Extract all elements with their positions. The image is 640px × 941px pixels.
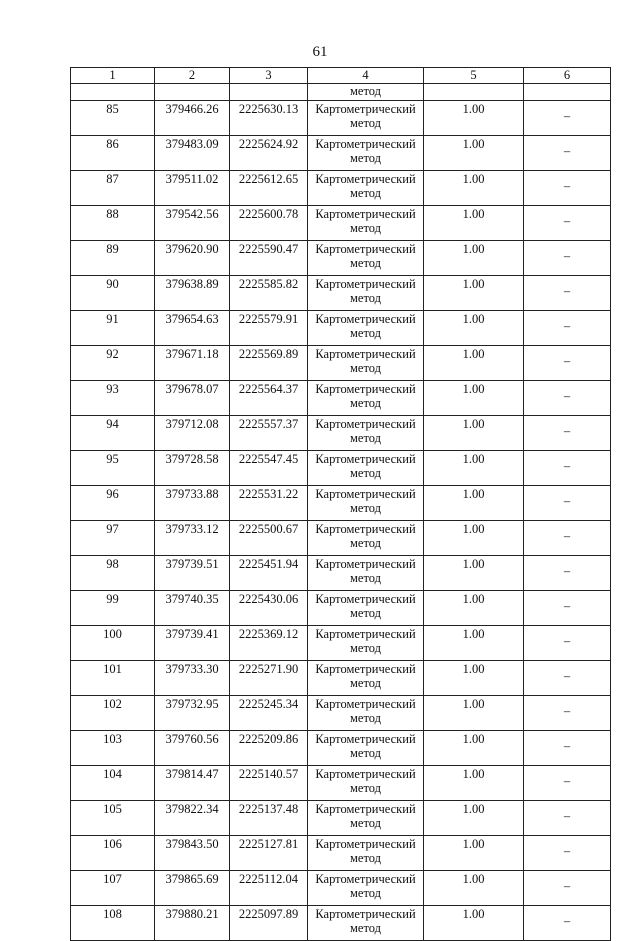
method-line-1: Картометрический <box>315 207 416 221</box>
table-row <box>71 241 611 276</box>
cell-coord-x: 379822.34 <box>155 801 230 836</box>
cell-accuracy: 1.00 <box>424 171 524 206</box>
cell-point-number: 91 <box>71 311 155 346</box>
cell-coord-x: 379733.88 <box>155 486 230 521</box>
method-line-2: метод <box>349 536 381 550</box>
cell-point-number: 105 <box>71 801 155 836</box>
cell-method <box>308 416 424 451</box>
cell-point-number: 98 <box>71 556 155 591</box>
cell-point-number: 93 <box>71 381 155 416</box>
cell-coord-x: 379733.30 <box>155 661 230 696</box>
cell-description: – <box>524 171 611 206</box>
cell-coord-y: 2225600.78 <box>230 206 308 241</box>
method-line-2: метод <box>349 361 381 375</box>
cell-coord-x: 379728.58 <box>155 451 230 486</box>
method-line-1: Картометрический <box>315 102 416 116</box>
cell-coord-x: 379678.07 <box>155 381 230 416</box>
cell-method <box>308 871 424 906</box>
method-line-1: Картометрический <box>315 697 416 711</box>
cell-method <box>308 731 424 766</box>
method-line-2: метод <box>349 186 381 200</box>
cell-description: – <box>524 206 611 241</box>
cell-description: – <box>524 136 611 171</box>
cell-coord-y: 2225564.37 <box>230 381 308 416</box>
method-line-1: Картометрический <box>315 417 416 431</box>
table-row <box>71 311 611 346</box>
cell-description: – <box>524 696 611 731</box>
table-row <box>71 346 611 381</box>
header-row <box>71 68 611 84</box>
cell-accuracy: 1.00 <box>424 871 524 906</box>
cell-description: – <box>524 556 611 591</box>
table-row <box>71 626 611 661</box>
cell-accuracy: 1.00 <box>424 276 524 311</box>
table-row <box>71 101 611 136</box>
cell-method <box>308 591 424 626</box>
cell-method <box>308 836 424 871</box>
cell-coord-y: 2225127.81 <box>230 836 308 871</box>
method-line-2: метод <box>349 571 381 585</box>
method-line-1: Картометрический <box>315 802 416 816</box>
table-row <box>71 731 611 766</box>
cell-point-number: 88 <box>71 206 155 241</box>
cell-accuracy: 1.00 <box>424 136 524 171</box>
cell-method <box>308 556 424 591</box>
method-line-1: Картометрический <box>315 662 416 676</box>
table-row <box>71 661 611 696</box>
cell-point-number: 89 <box>71 241 155 276</box>
cell-method <box>308 381 424 416</box>
method-line-2: метод <box>349 116 381 130</box>
cell-coord-x: 379732.95 <box>155 696 230 731</box>
cell-point-number: 102 <box>71 696 155 731</box>
cell-description: – <box>524 906 611 941</box>
cell-coord-x: 379671.18 <box>155 346 230 381</box>
cell-coord-x: 379739.41 <box>155 626 230 661</box>
cell-coord-y: 2225369.12 <box>230 626 308 661</box>
table-row <box>71 836 611 871</box>
cell-method-continuation: метод <box>308 84 424 101</box>
method-line-1: Картометрический <box>315 312 416 326</box>
cell-description: – <box>524 276 611 311</box>
cell-coord-y: 2225097.89 <box>230 906 308 941</box>
cell-coord-x: 379638.89 <box>155 276 230 311</box>
table-row <box>71 766 611 801</box>
cell-accuracy: 1.00 <box>424 626 524 661</box>
table-row <box>71 871 611 906</box>
cell-point-number: 108 <box>71 906 155 941</box>
method-line-2: метод <box>349 326 381 340</box>
method-line-2: метод <box>349 221 381 235</box>
method-line-1: Картометрический <box>315 557 416 571</box>
cell-description: – <box>524 591 611 626</box>
cell-coord-y: 2225624.92 <box>230 136 308 171</box>
cell-coord-x: 379733.12 <box>155 521 230 556</box>
table-row <box>71 696 611 731</box>
cell-method <box>308 696 424 731</box>
cell-accuracy: 1.00 <box>424 206 524 241</box>
table-row <box>71 906 611 941</box>
method-line-2: метод <box>349 711 381 725</box>
cell-coord-x: 379466.26 <box>155 101 230 136</box>
cell-method <box>308 521 424 556</box>
table-row <box>71 521 611 556</box>
cell-coord-x: 379712.08 <box>155 416 230 451</box>
cell-description: – <box>524 346 611 381</box>
cell-description: – <box>524 766 611 801</box>
cell-coord-x: 379843.50 <box>155 836 230 871</box>
cell-coord-y: 2225137.48 <box>230 801 308 836</box>
cell-empty <box>155 84 230 101</box>
method-line-1: Картометрический <box>315 837 416 851</box>
cell-method <box>308 626 424 661</box>
cell-method <box>308 346 424 381</box>
cell-accuracy: 1.00 <box>424 381 524 416</box>
cell-accuracy: 1.00 <box>424 766 524 801</box>
cell-coord-x: 379483.09 <box>155 136 230 171</box>
cell-empty <box>71 84 155 101</box>
cell-method <box>308 906 424 941</box>
cell-method <box>308 766 424 801</box>
cell-accuracy: 1.00 <box>424 731 524 766</box>
table-row <box>71 416 611 451</box>
cell-method <box>308 241 424 276</box>
cell-point-number: 101 <box>71 661 155 696</box>
cell-method <box>308 311 424 346</box>
cell-method <box>308 276 424 311</box>
cell-description: – <box>524 801 611 836</box>
cell-coord-x: 379760.56 <box>155 731 230 766</box>
cell-point-number: 106 <box>71 836 155 871</box>
continuation-row <box>71 84 611 101</box>
column-header: 1 <box>71 68 155 84</box>
method-line-2: метод <box>349 431 381 445</box>
table-row <box>71 276 611 311</box>
cell-coord-y: 2225569.89 <box>230 346 308 381</box>
method-line-1: Картометрический <box>315 732 416 746</box>
cell-coord-y: 2225557.37 <box>230 416 308 451</box>
method-line-2: метод <box>349 816 381 830</box>
cell-description: – <box>524 241 611 276</box>
cell-accuracy: 1.00 <box>424 416 524 451</box>
cell-coord-y: 2225547.45 <box>230 451 308 486</box>
cell-description: – <box>524 731 611 766</box>
cell-coord-y: 2225112.04 <box>230 871 308 906</box>
cell-method <box>308 101 424 136</box>
cell-coord-y: 2225531.22 <box>230 486 308 521</box>
cell-accuracy: 1.00 <box>424 486 524 521</box>
cell-method <box>308 486 424 521</box>
coordinates-table <box>70 67 611 941</box>
method-line-1: Картометрический <box>315 522 416 536</box>
cell-empty <box>424 84 524 101</box>
cell-accuracy: 1.00 <box>424 451 524 486</box>
cell-coord-y: 2225451.94 <box>230 556 308 591</box>
method-line-2: метод <box>349 501 381 515</box>
cell-description: – <box>524 451 611 486</box>
cell-coord-x: 379880.21 <box>155 906 230 941</box>
cell-accuracy: 1.00 <box>424 346 524 381</box>
cell-description: – <box>524 101 611 136</box>
method-line-1: Картометрический <box>315 382 416 396</box>
cell-coord-y: 2225612.65 <box>230 171 308 206</box>
method-line-1: Картометрический <box>315 907 416 921</box>
cell-description: – <box>524 661 611 696</box>
table-row <box>71 171 611 206</box>
cell-accuracy: 1.00 <box>424 696 524 731</box>
method-line-2: метод <box>349 151 381 165</box>
column-header: 2 <box>155 68 230 84</box>
cell-accuracy: 1.00 <box>424 521 524 556</box>
cell-coord-y: 2225500.67 <box>230 521 308 556</box>
column-header: 6 <box>524 68 611 84</box>
method-line-1: Картометрический <box>315 592 416 606</box>
table-row <box>71 591 611 626</box>
cell-method <box>308 801 424 836</box>
method-line-2: метод <box>349 641 381 655</box>
cell-point-number: 97 <box>71 521 155 556</box>
cell-coord-x: 379865.69 <box>155 871 230 906</box>
cell-point-number: 92 <box>71 346 155 381</box>
cell-coord-x: 379511.02 <box>155 171 230 206</box>
cell-accuracy: 1.00 <box>424 591 524 626</box>
cell-method <box>308 661 424 696</box>
cell-empty <box>524 84 611 101</box>
cell-point-number: 104 <box>71 766 155 801</box>
cell-coord-y: 2225430.06 <box>230 591 308 626</box>
table-row <box>71 381 611 416</box>
method-line-1: Картометрический <box>315 242 416 256</box>
cell-point-number: 99 <box>71 591 155 626</box>
cell-coord-x: 379542.56 <box>155 206 230 241</box>
cell-point-number: 100 <box>71 626 155 661</box>
column-header: 4 <box>308 68 424 84</box>
cell-method <box>308 171 424 206</box>
cell-accuracy: 1.00 <box>424 906 524 941</box>
cell-description: – <box>524 871 611 906</box>
cell-point-number: 103 <box>71 731 155 766</box>
column-header: 5 <box>424 68 524 84</box>
cell-coord-y: 2225579.91 <box>230 311 308 346</box>
method-line-1: Картометрический <box>315 172 416 186</box>
method-line-2: метод <box>349 746 381 760</box>
cell-coord-y: 2225630.13 <box>230 101 308 136</box>
table-row <box>71 556 611 591</box>
cell-point-number: 85 <box>71 101 155 136</box>
cell-coord-x: 379620.90 <box>155 241 230 276</box>
cell-accuracy: 1.00 <box>424 556 524 591</box>
cell-coord-y: 2225585.82 <box>230 276 308 311</box>
cell-accuracy: 1.00 <box>424 311 524 346</box>
method-line-2: метод <box>349 851 381 865</box>
cell-point-number: 94 <box>71 416 155 451</box>
cell-description: – <box>524 626 611 661</box>
cell-accuracy: 1.00 <box>424 661 524 696</box>
cell-point-number: 90 <box>71 276 155 311</box>
cell-description: – <box>524 521 611 556</box>
cell-coord-x: 379814.47 <box>155 766 230 801</box>
method-line-2: метод <box>349 886 381 900</box>
table-row <box>71 486 611 521</box>
method-line-2: метод <box>349 256 381 270</box>
method-line-1: Картометрический <box>315 872 416 886</box>
table-row <box>71 136 611 171</box>
cell-coord-x: 379739.51 <box>155 556 230 591</box>
cell-point-number: 107 <box>71 871 155 906</box>
cell-method <box>308 136 424 171</box>
cell-description: – <box>524 311 611 346</box>
cell-point-number: 86 <box>71 136 155 171</box>
cell-coord-y: 2225590.47 <box>230 241 308 276</box>
method-line-1: Картометрический <box>315 277 416 291</box>
cell-accuracy: 1.00 <box>424 241 524 276</box>
method-line-2: метод <box>349 781 381 795</box>
method-line-2: метод <box>349 466 381 480</box>
cell-coord-y: 2225271.90 <box>230 661 308 696</box>
method-line-1: Картометрический <box>315 452 416 466</box>
cell-description: – <box>524 381 611 416</box>
cell-point-number: 96 <box>71 486 155 521</box>
cell-description: – <box>524 416 611 451</box>
method-line-2: метод <box>349 676 381 690</box>
cell-coord-x: 379740.35 <box>155 591 230 626</box>
cell-coord-x: 379654.63 <box>155 311 230 346</box>
cell-point-number: 87 <box>71 171 155 206</box>
column-header: 3 <box>230 68 308 84</box>
page-number: 61 <box>312 44 328 60</box>
method-line-1: Картометрический <box>315 767 416 781</box>
cell-point-number: 95 <box>71 451 155 486</box>
method-line-1: Картометрический <box>315 487 416 501</box>
method-line-1: Картометрический <box>315 347 416 361</box>
method-line-2: метод <box>349 396 381 410</box>
method-line-1: Картометрический <box>315 627 416 641</box>
table-row <box>71 451 611 486</box>
cell-method <box>308 206 424 241</box>
table-row <box>71 206 611 241</box>
cell-accuracy: 1.00 <box>424 801 524 836</box>
cell-accuracy: 1.00 <box>424 101 524 136</box>
cell-empty <box>230 84 308 101</box>
method-line-1: Картометрический <box>315 137 416 151</box>
cell-accuracy: 1.00 <box>424 836 524 871</box>
cell-description: – <box>524 486 611 521</box>
cell-description: – <box>524 836 611 871</box>
method-line-2: метод <box>349 606 381 620</box>
cell-coord-y: 2225245.34 <box>230 696 308 731</box>
method-line-2: метод <box>349 921 381 935</box>
method-line-2: метод <box>349 291 381 305</box>
table-row <box>71 801 611 836</box>
cell-coord-y: 2225209.86 <box>230 731 308 766</box>
cell-method <box>308 451 424 486</box>
cell-coord-y: 2225140.57 <box>230 766 308 801</box>
